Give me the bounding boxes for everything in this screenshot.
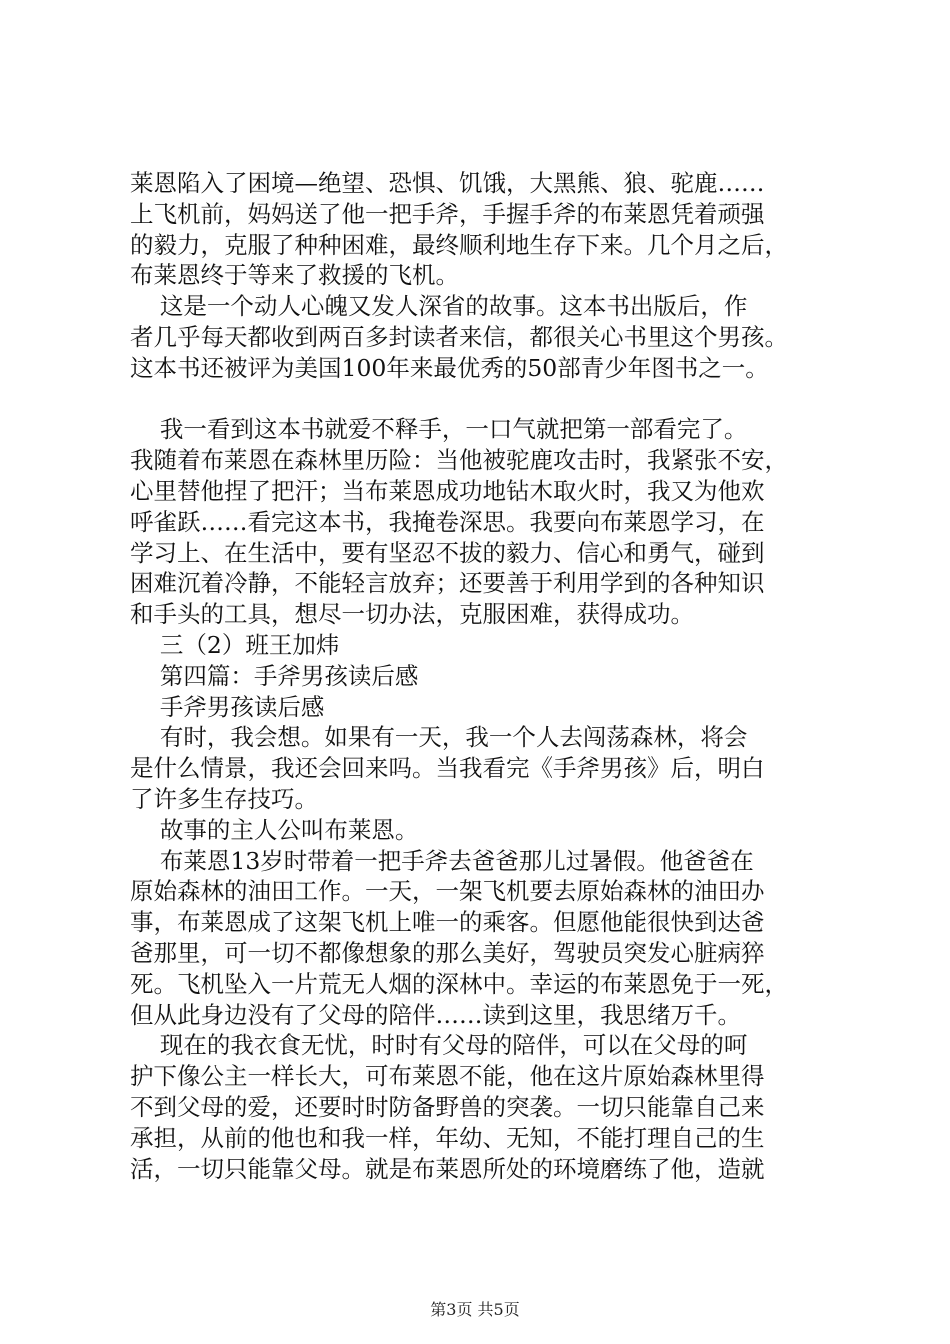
text-line: 的毅力，克服了种种困难，最终顺利地生存下来。几个月之后， xyxy=(130,230,788,259)
text-line: 布莱恩终于等来了救援的飞机。 xyxy=(130,261,459,290)
text-line: 承担，从前的他也和我一样，年幼、无知，不能打理自己的生 xyxy=(130,1123,765,1152)
text-line: 现在的我衣食无忧，时时有父母的陪伴，可以在父母的呵 xyxy=(130,1031,748,1060)
text-line: 护下像公主一样长大，可布莱恩不能，他在这片原始森林里得 xyxy=(130,1062,765,1091)
text-line: 布莱恩13岁时带着一把手斧去爸爸那儿过暑假。他爸爸在 xyxy=(130,846,754,875)
text-line: 活，一切只能靠父母。就是布莱恩所处的环境磨练了他，造就 xyxy=(130,1154,765,1183)
text-line: 故事的主人公叫布莱恩。 xyxy=(130,815,419,844)
text-line: 我一看到这本书就爱不释手，一口气就把第一部看完了。 xyxy=(130,415,748,444)
text-line: 和手头的工具，想尽一切办法，克服困难，获得成功。 xyxy=(130,600,694,629)
text-line: 我随着布莱恩在森林里历险：当他被驼鹿攻击时，我紧张不安， xyxy=(130,446,788,475)
text-line: 者几乎每天都收到两百多封读者来信，都很关心书里这个男孩。 xyxy=(130,322,788,351)
text-line: 上飞机前，妈妈送了他一把手斧，手握手斧的布莱恩凭着顽强 xyxy=(130,199,765,228)
text-line: 但从此身边没有了父母的陪伴……读到这里，我思绪万千。 xyxy=(130,1000,741,1029)
text-line: 爸那里，可一切不都像想象的那么美好，驾驶员突发心脏病猝 xyxy=(130,938,765,967)
text-line: 第四篇：手斧男孩读后感 xyxy=(130,661,419,690)
text-line: 手斧男孩读后感 xyxy=(130,692,325,721)
text-line: 是什么情景，我还会回来吗。当我看完《手斧男孩》后，明白 xyxy=(130,754,765,783)
text-line: 莱恩陷入了困境—绝望、恐惧、饥饿，大黑熊、狼、驼鹿…… xyxy=(130,169,765,197)
text-line: 了许多生存技巧。 xyxy=(130,784,318,813)
text-line: 这本书还被评为美国100年来最优秀的50部青少年图书之一。 xyxy=(130,353,769,382)
text-line: 困难沉着冷静，不能轻言放弃；还要善于利用学到的各种知识 xyxy=(130,569,765,598)
text-line: 不到父母的爱，还要时时防备野兽的突袭。一切只能靠自己来 xyxy=(130,1092,765,1121)
body-text xyxy=(130,168,830,1184)
text-line: 三（2）班王加炜 xyxy=(130,630,340,659)
text-line: 原始森林的油田工作。一天，一架飞机要去原始森林的油田办 xyxy=(130,877,765,906)
text-line: 死。飞机坠入一片荒无人烟的深林中。幸运的布莱恩免于一死， xyxy=(130,969,788,998)
text-line: 呼雀跃……看完这本书，我掩卷深思。我要向布莱恩学习，在 xyxy=(130,507,765,536)
text-line: 学习上、在生活中，要有坚忍不拔的毅力、信心和勇气，碰到 xyxy=(130,538,765,567)
blank-line xyxy=(130,384,830,415)
page-footer: 第3页 共5页 xyxy=(430,1300,520,1319)
text-line: 这是一个动人心魄又发人深省的故事。这本书出版后，作 xyxy=(130,292,748,321)
text-line: 有时，我会想。如果有一天，我一个人去闯荡森林，将会 xyxy=(130,723,748,752)
text-line: 心里替他捏了把汗；当布莱恩成功地钻木取火时，我又为他欢 xyxy=(130,476,765,505)
text-line: 事，布莱恩成了这架飞机上唯一的乘客。但愿他能很快到达爸 xyxy=(130,908,765,937)
